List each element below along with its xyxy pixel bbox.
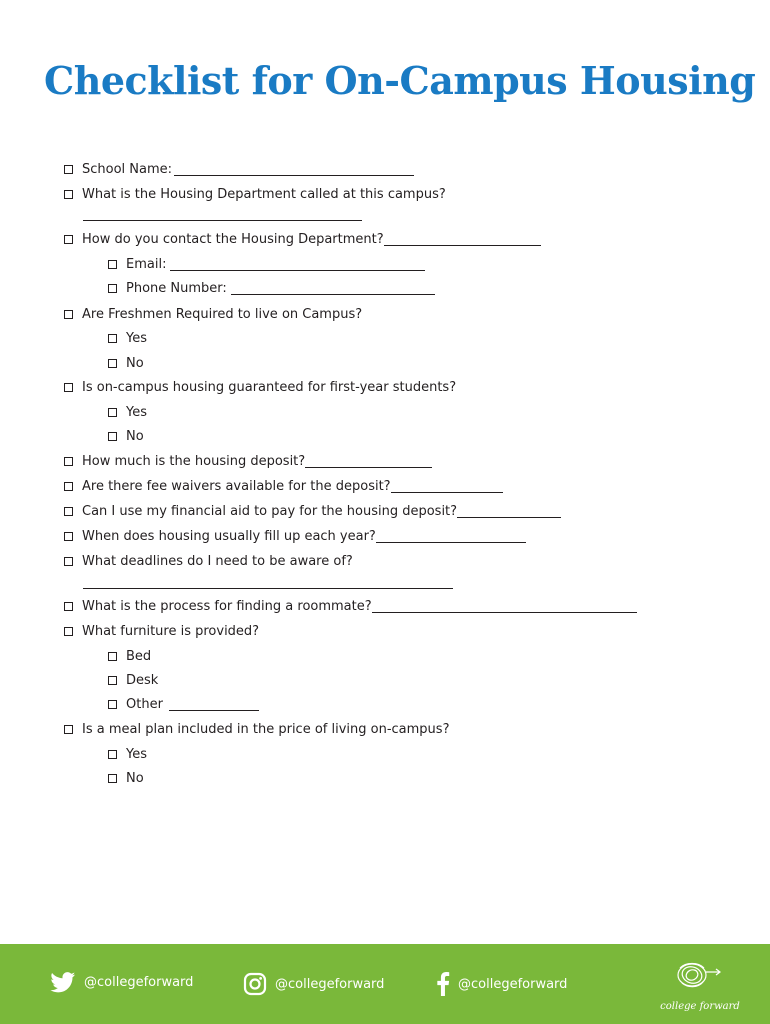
answer-line[interactable] (83, 588, 453, 589)
answer-line[interactable] (169, 697, 259, 711)
instagram-icon (243, 972, 267, 996)
item-label: Other (126, 696, 163, 712)
item-label: Are Freshmen Required to live on Campus? (82, 306, 363, 322)
checklist-subitem-desk (108, 671, 158, 689)
item-label: What is the process for finding a roommate? (82, 598, 372, 614)
checkbox[interactable] (64, 190, 73, 199)
answer-line[interactable] (372, 599, 637, 613)
checklist-item-furniture (64, 622, 259, 640)
checkbox[interactable] (64, 507, 73, 516)
checkbox[interactable] (108, 359, 117, 368)
item-label: Yes (126, 746, 147, 762)
checkbox[interactable] (64, 725, 73, 734)
answer-line[interactable] (391, 479, 503, 493)
checklist-item-roommate (64, 597, 637, 615)
item-label: Email: (126, 256, 167, 272)
checkbox[interactable] (64, 602, 73, 611)
checkbox[interactable] (108, 750, 117, 759)
item-label: How much is the housing deposit? (82, 453, 306, 469)
checkbox[interactable] (64, 482, 73, 491)
checklist-item-housing-dept-name (64, 185, 446, 203)
checkbox[interactable] (108, 652, 117, 661)
checklist-subitem-phone (108, 279, 435, 297)
checklist-item-deadlines (64, 552, 353, 570)
checklist-item-meal-plan (64, 720, 449, 738)
item-label: Is a meal plan included in the price of living on-campus? (82, 721, 450, 737)
item-label: What is the Housing Department called at this campus? (82, 186, 446, 202)
checklist-item-deposit (64, 452, 432, 470)
checkbox[interactable] (64, 532, 73, 541)
facebook-icon (436, 972, 450, 996)
item-label: Can I use my financial aid to pay for the housing deposit? (82, 503, 458, 519)
facebook-handle: @collegeforward (458, 976, 568, 992)
instagram-handle: @collegeforward (275, 976, 385, 992)
checkbox[interactable] (108, 260, 117, 269)
checklist-subitem-email (108, 255, 425, 273)
item-label: What deadlines do I need to be aware of? (82, 553, 353, 569)
item-label: What furniture is provided? (82, 623, 260, 639)
checklist-item-fill-up (64, 527, 526, 545)
checkbox[interactable] (108, 432, 117, 441)
checklist-subitem-yes (108, 745, 147, 763)
checkbox[interactable] (64, 627, 73, 636)
answer-line[interactable] (376, 529, 526, 543)
checklist-subitem-yes (108, 329, 147, 347)
checklist-item-contact (64, 230, 541, 248)
checklist-item-financial-aid (64, 502, 561, 520)
item-label: When does housing usually fill up each year? (82, 528, 376, 544)
checklist-subitem-no (108, 354, 144, 372)
instagram-link[interactable] (243, 972, 384, 996)
checklist-item-guaranteed (64, 378, 456, 396)
checklist-item-freshmen-required (64, 305, 362, 323)
answer-line[interactable] (231, 281, 435, 295)
checklist-subitem-no (108, 769, 144, 787)
answer-line[interactable] (170, 257, 425, 271)
answer-line[interactable] (457, 504, 561, 518)
checkbox[interactable] (108, 408, 117, 417)
checkbox[interactable] (64, 165, 73, 174)
checkbox[interactable] (64, 383, 73, 392)
item-label: School Name: (82, 161, 173, 177)
checklist-item-fee-waivers (64, 477, 503, 495)
checkbox[interactable] (108, 700, 117, 709)
item-label: No (126, 428, 144, 444)
answer-line[interactable] (174, 162, 414, 176)
checkbox[interactable] (108, 334, 117, 343)
item-label: How do you contact the Housing Department? (82, 231, 384, 247)
checkbox[interactable] (64, 310, 73, 319)
item-label: Are there fee waivers available for the deposit? (82, 478, 391, 494)
checklist-subitem-no (108, 427, 144, 445)
answer-line[interactable] (384, 232, 541, 246)
answer-line[interactable] (83, 220, 362, 221)
checklist-subitem-yes (108, 403, 147, 421)
checkbox[interactable] (64, 557, 73, 566)
checkbox[interactable] (64, 457, 73, 466)
footer-bar (0, 944, 770, 1024)
item-label: Phone Number: (126, 280, 227, 296)
twitter-icon (50, 972, 76, 993)
logo-text: college forward (660, 1001, 740, 1012)
facebook-link[interactable] (436, 972, 567, 996)
college-forward-logo (650, 956, 750, 1016)
checkbox[interactable] (108, 284, 117, 293)
twitter-link[interactable] (50, 972, 193, 993)
item-label: Bed (126, 648, 152, 664)
checkbox[interactable] (108, 676, 117, 685)
answer-line[interactable] (305, 454, 432, 468)
twitter-handle: @collegeforward (84, 975, 194, 990)
item-label: No (126, 355, 144, 371)
item-label: Desk (126, 672, 159, 688)
checklist-subitem-bed (108, 647, 151, 665)
checkbox[interactable] (108, 774, 117, 783)
checkbox[interactable] (64, 235, 73, 244)
item-label: No (126, 770, 144, 786)
logo-mark-icon (662, 958, 732, 996)
item-label: Yes (126, 404, 147, 420)
item-label: Is on-campus housing guaranteed for first-year students? (82, 379, 457, 395)
item-label: Yes (126, 330, 147, 346)
checklist-subitem-other (108, 695, 259, 713)
checklist-item-school-name (64, 160, 414, 178)
page-title: Checklist for On-Campus Housing (44, 58, 756, 103)
